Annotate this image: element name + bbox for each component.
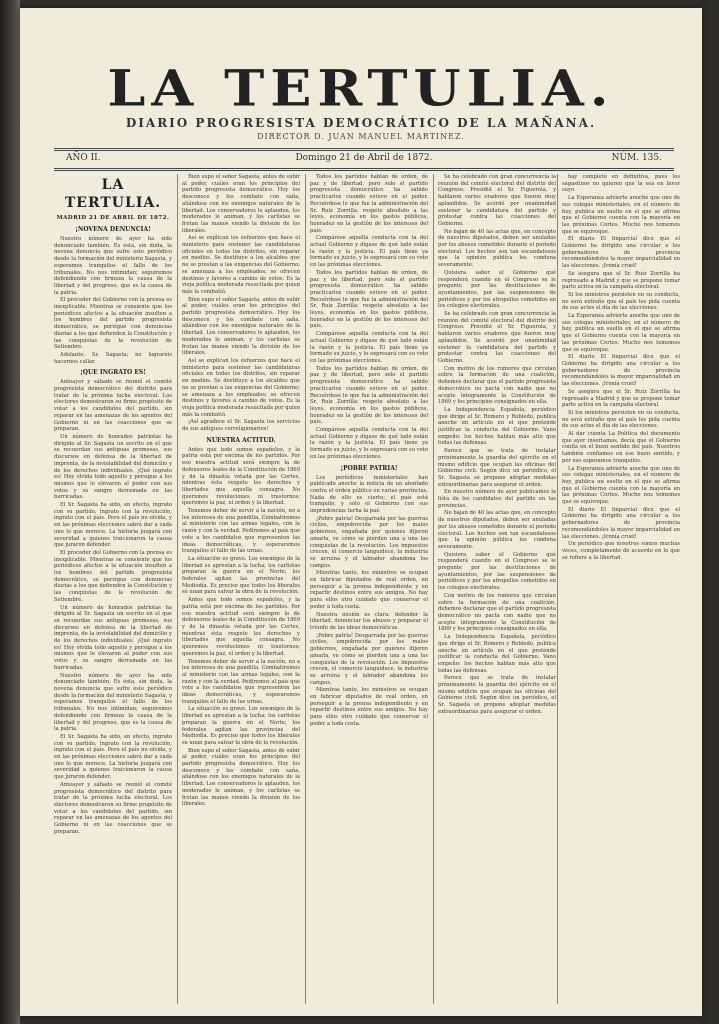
article-paragraph: Parece que se trata de instalar próximamente la guardia del ejército en el mismo edificio que ocupan las oficinas del Gobierno civil. Según dice un periódico, el Sr. Sagasta se propone adoptar medidas extraordinarias para asegurar el orden. [438, 675, 556, 715]
article-paragraph: Nuestro número de ayer ha sido denunciado también. Es ésta, sin duda, la novena denuncia que sufre este periódico desde la formación del ministerio Sagasta, y esperamos tranquilos el fallo de los tribunales. No nos intimidan; seguiremos defendiendo con firmeza la causa de la libertad y del progreso, que es la causa de la patria. [54, 236, 172, 296]
column-divider [305, 174, 306, 1004]
headline-novena-denuncia: ¡NOVENA DENUNCIA! [75, 226, 151, 233]
article-paragraph: Nuestro número de ayer ha sido denunciado también. Es ésta, sin duda, la novena denuncia que sufre este periódico desde la formación del ministerio Sagasta, y esperamos tranquilos el fallo de los tribunales. No nos intimidan; seguiremos defendiendo con firmeza la causa de la libertad y del progreso, que es la causa de la patria. [54, 672, 172, 733]
article-paragraph: Bien supo el señor Sagasta, antes de subir al poder, cuáles eran los principios del partido progresista democrático. Hoy los desconoce y los combate con saña, aliándose con los enemigos naturales de la libertad. Los conservadores le aplauden, los moderados le animan, y los carlistas se frotan las manos viendo la división de los liberales. [182, 174, 300, 234]
article-paragraph: La Independencia Española, periódico que dirige el Sr. Romero y Robledo, publica anoche un artículo en el que pretende justificar la conducta del Gobierno. Vano empeño: los hechos hablan más alto que todas las defensas. [438, 634, 556, 674]
headline-nuestra-actitud: NUESTRA ACTITUD. [206, 436, 276, 444]
article-paragraph: Nuestra misión es clara: defender la libertad, denunciar los abusos y preparar el triunfo de las ideas democráticas. [310, 611, 428, 631]
article-paragraph: Si los ministros persisten en su conducta, no será extraño que el país les pida cuenta de sus actos el día de las elecciones. [562, 409, 680, 430]
article-paragraph: Tenemos deber de servir a la nación, no a los intereses de una pandilla. Combatiremos al ministerio con las armas legales, con la razón y con la verdad. Pediremos al país que vote a los candidatos que representen las ideas democráticas, y esperaremos tranquilos el fallo de las urnas. [182, 508, 300, 555]
issue-date: Domingo 21 de Abril de 1872. [295, 153, 433, 163]
column-divider [557, 174, 558, 1004]
issue-number: NÚM. 135. [611, 153, 662, 163]
article-paragraph: Un número de honrados patriotas ha dirigido al Sr. Sagasta un escrito en el que se recuerdan sus antiguas promesas, sus discursos en defensa de la libertad de imprenta, de la inviolabilidad del domicilio y de los derechos individuales. ¡Qué ingrato es! Hoy olvida todo aquello y persigue a los mismos que le elevaron al poder con sus votos y su sangre derramada en las barricadas. [54, 604, 172, 671]
article-paragraph: Quisiera saber el Gobierno qué responderá cuando en el Congreso se le pregunte por las destituciones de ayuntamientos, por las suspensiones de periódicos y por los atropellos cometidos en los colegios electorales. [438, 269, 556, 310]
article-paragraph: Todos los partidos hablan de orden, de paz y de libertad, pero solo el partido progresista democrático ha sabido practicarlos cuando estuvo en el poder. Recuérdese lo que fue la administración del Sr. Ruiz Zorrilla: respeto absoluto a las leyes, economía en los gastos públicos, honradez en la gestión de los intereses del país. [310, 269, 428, 330]
article-paragraph: Si los ministros persisten en su conducta, no será extraño que el país les pida cuenta de sus actos el día de las elecciones. [562, 291, 680, 312]
article-paragraph: ¡Así agradece el Sr. Sagasta los servicios de sus antiguos correligionarios! [182, 419, 300, 433]
article-paragraph: Anteayer y sábado se reunió el comité progresista democrático del distrito para tratar de la próxima lucha electoral. Los electores demostraron su firme propósito de votar a los candidatos del partido, sin reparar en las amenazas de los agentes del Gobierno ni en las coacciones que se preparan. [54, 379, 172, 433]
article-paragraph: Se asegura que el Sr. Ruiz Zorrilla ha regresado a Madrid y que se propone tomar parte activa en la campaña electoral. [562, 270, 680, 291]
masthead-subtitle: DIARIO PROGRESISTA DEMOCRÁTICO DE LA MAÑANA. [125, 116, 597, 130]
article-paragraph: El proceder del Gobierno con la prensa es inexplicable. Mientras se consiente que los periódicos afectos a la situación insulten a los hombres del partido progresista democrático, se persigue con denuncias diarias a los que defienden la Constitución y las conquistas de la revolución de Setiembre. [54, 549, 172, 603]
article-paragraph: Mientras tanto, los ministros se ocupan en fabricar diputados de real orden, en perseguir a la prensa independiente y en repartir destinos entre sus amigos. No hay para ellos otro cuidado que conservar el poder a toda costa. [310, 687, 428, 727]
director-line: DIRECTOR D. JUAN MANUEL MARTINEZ. [257, 132, 465, 141]
header-rule-top [54, 148, 674, 151]
article-paragraph: Un periódico que nosotros somos muchas veces, completamente de acuerdo en lo que se refiere a la libertad. [562, 541, 680, 561]
year-label: AÑO II. [66, 153, 101, 163]
article-columns [54, 174, 680, 1004]
newspaper-page [20, 8, 702, 1016]
column-divider [177, 174, 178, 1004]
article-paragraph: La Esperanza advierte anoche que uno de sus colegas ministeriales, en el número de hoy, publica un suelto en el que se afirma que el Gobierno cuenta con la mayoría en las próximas Cortes. Mucho nos tememos que se equivoque. [562, 313, 680, 353]
article-paragraph: La Esperanza advierte anoche que uno de sus colegas ministeriales, en el número de hoy, publica un suelto en el que se afirma que el Gobierno cuenta con la mayoría en las próximas Cortes. Mucho nos tememos que se equivoque. [562, 195, 680, 235]
column-2 [182, 174, 300, 1004]
column-5 [562, 174, 680, 1004]
article-paragraph: El diario El Imparcial dice que el Gobierno ha dirigido una circular a los gobernadores de provincia recomendándoles la mayor imparcialidad en las elecciones. ¡Ironía cruel! [562, 354, 680, 388]
column-1 [54, 174, 172, 1004]
article-paragraph: Compárese aquella conducta con la del actual Gobierno y dígase de qué lado están la razón y la justicia. El país tiene ya formado su juicio, y lo expresará con su voto en las próximas elecciones. [310, 427, 428, 460]
article-paragraph: Así se explican los esfuerzos que hace el ministerio para sostener las candidaturas oficiales en todos los distritos, sin reparar en medios. Se destituye a los alcaldes que no se prestan a las exigencias del Gobierno; se amenaza a los empleados; se ofrecen destinos y favores a cambio de votos. Es la vieja política moderada resucitada por quien más la combatió. [182, 357, 300, 418]
article-paragraph: Bien supo el señor Sagasta, antes de subir al poder, cuáles eran los principios del partido progresista democrático. Hoy los desconoce y los combate con saña, aliándose con los enemigos naturales de la libertad. Los conservadores le aplauden, los moderados le animan, y los carlistas se frotan las manos viendo la división de los liberales. [182, 747, 300, 808]
article-paragraph: Anteayer y sábado se reunió el comité progresista democrático del distrito para tratar de la próxima lucha electoral. Los electores demostraron su firme propósito de votar a los candidatos del partido, sin reparar en las amenazas de los agentes del Gobierno ni en las coacciones que se preparan. [54, 781, 172, 835]
article-paragraph: La Independencia Española, periódico que dirige el Sr. Romero y Robledo, publica anoche un artículo en el que pretende justificar la conducta del Gobierno. Vano empeño: los hechos hablan más alto que todas las defensas. [438, 406, 556, 447]
article-paragraph: Bien supo el señor Sagasta, antes de subir al poder, cuáles eran los principios del partido progresista democrático. Hoy los desconoce y los combate con saña, aliándose con los enemigos naturales de la libertad. Los conservadores le aplauden, los moderados le animan, y los carlistas se frotan las manos viendo la división de los liberales. [182, 296, 300, 357]
article-paragraph: Con motivo de los rumores que circulan sobre la formación de una coalición, debemos declarar que el partido progresista democrático no pacta con nadie que no acepte íntegramente la Constitución de 1869 y los principios consignados en ella. [438, 592, 556, 633]
article-paragraph: Los periódicos ministeriales han publicado anoche la noticia de un atentado contra el orden público en varias provincias. Nada de ello es cierto; el país está tranquilo, y solo el Gobierno con sus imprudencias turba la paz. [310, 474, 428, 515]
article-paragraph: El proceder del Gobierno con la prensa es inexplicable. Mientras se consiente que los periódicos afectos a la situación insulten a los hombres del partido progresista democrático, se persigue con denuncias diarias a los que defienden la Constitución y las conquistas de la revolución de Setiembre. [54, 297, 172, 351]
article-paragraph: Al dar cuenta La Política del documento que ayer insertamos, decía que el Gobierno confía en el buen sentido del país. Nosotros también confiamos en ese buen sentido, y por eso esperamos tranquilos. [562, 431, 680, 464]
article-paragraph: No bajan de 40 las actas que, en concepto de nuestros diputados, deben ser anuladas por los abusos cometidos durante el período electoral. Los hechos son tan escandalosos que la opinión pública los condena severamente. [438, 510, 556, 550]
column-4 [438, 174, 556, 1004]
section-title: LA TERTULIA. [64, 177, 162, 211]
article-paragraph: Compárese aquella conducta con la del actual Gobierno y dígase de qué lado están la razón y la justicia. El país tiene ya formado su juicio, y lo expresará con su voto en las próximas elecciones. [310, 235, 428, 269]
article-paragraph: Se ha celebrado con gran concurrencia la reunión del comité electoral del distrito del Congreso. Presidió el Sr. Figuerola, y hablaron varios oradores que fueron muy aplaudidos. Se acordó por unanimidad sostener la candidatura del partido y protestar contra las coacciones del Gobierno. [438, 174, 556, 227]
article-paragraph: El Sr. Sagasta ha sido, en efecto, ingrato con su partido, ingrato con la revolución, ingrato con el país. Pero el país no olvida, y en las próximas elecciones sabrá dar a cada uno lo que merece. La historia juzgará con severidad a quienes traicionaron la causa que juraron defender. [54, 502, 172, 549]
article-paragraph: ¡Pobre patria! Desgarrada por las guerras civiles, empobrecida por los malos gobiernos, engañada por quienes dijeron amarla, ve cómo se pierden una a una las conquistas de la revolución. Los impuestos crecen, el comercio languidece, la industria se arruina y el labrador abandona los campos. [310, 515, 428, 569]
article-paragraph: La Esperanza advierte anoche que uno de sus colegas ministeriales, en el número de hoy, publica un suelto en el que se afirma que el Gobierno cuenta con la mayoría en las próximas Cortes. Mucho nos tememos que se equivoque. [562, 465, 680, 506]
article-paragraph: En nuestro número de ayer publicamos la lista de los candidatos del partido en las provincias. [438, 489, 556, 509]
section-dateline: MADRID 21 DE ABRIL DE 1872. [56, 215, 170, 221]
masthead-title: LA TERTULIA. [107, 58, 615, 118]
article-paragraph: Todos los partidos hablan de orden, de paz y de libertad, pero solo el partido progresista democrático ha sabido practicarlos cuando estuvo en el poder. Recuérdese lo que fue la administración del Sr. Ruiz Zorrilla: respeto absoluto a las leyes, economía en los gastos públicos, honradez en la gestión de los intereses del país. [310, 365, 428, 426]
article-paragraph: Se asegura que el Sr. Ruiz Zorrilla ha regresado a Madrid y que se propone tomar parte activa en la campaña electoral. [562, 388, 680, 409]
article-paragraph: Adelante, Sr. Sagasta; no lograréis hacernos callar. [54, 351, 172, 365]
article-paragraph: El diario El Imparcial dice que el Gobierno ha dirigido una circular a los gobernadores de provincia recomendándoles la mayor imparcialidad en las elecciones. ¡Ironía cruel! [562, 506, 680, 540]
article-paragraph: Mientras tanto, los ministros se ocupan en fabricar diputados de real orden, en perseguir a la prensa independiente y en repartir destinos entre sus amigos. No hay para ellos otro cuidado que conservar el poder a toda costa. [310, 570, 428, 610]
column-divider [433, 174, 434, 1004]
headline-que-ingrato: ¡QUE INGRATO ES! [80, 369, 146, 377]
article-paragraph: El Sr. Sagasta ha sido, en efecto, ingrato con su partido, ingrato con la revolución, ingrato con el país. Pero el país no olvida, y en las próximas elecciones sabrá dar a cada uno lo que merece. La historia juzgará con severidad a quienes traicionaron la causa que juraron defender. [54, 733, 172, 781]
article-paragraph: Un número de honrados patriotas ha dirigido al Sr. Sagasta un escrito en el que se recuerdan sus antiguas promesas, sus discursos en defensa de la libertad de imprenta, de la inviolabilidad del domicilio y de los derechos individuales. ¡Qué ingrato es! Hoy olvida todo aquello y persigue a los mismos que le elevaron al poder con sus votos y su sangre derramada en las barricadas. [54, 433, 172, 501]
article-paragraph: La situación es grave. Los enemigos de la libertad se aprestan a la lucha; los carlistas preparan la guerra en el Norte; los federales agitan las provincias del Mediodía. Es preciso que todos los liberales se unan para salvar la obra de la revolución. [182, 706, 300, 746]
article-paragraph: Quisiera saber el Gobierno qué responderá cuando en el Congreso se le pregunte por las destituciones de ayuntamientos, por las suspensiones de periódicos y por los atropellos cometidos en los colegios electorales. [438, 551, 556, 592]
article-paragraph: La situación es grave. Los enemigos de la libertad se aprestan a la lucha; los carlistas preparan la guerra en el Norte; los federales agitan las provincias del Mediodía. Es preciso que todos los liberales se unan para salvar la obra de la revolución. [182, 555, 300, 596]
headline-pobre-patria: ¡POBRE PATRIA! [340, 464, 398, 472]
article-paragraph: Así se explican los esfuerzos que hace el ministerio para sostener las candidaturas oficiales en todos los distritos, sin reparar en medios. Se destituye a los alcaldes que no se prestan a las exigencias del Gobierno; se amenaza a los empleados; se ofrecen destinos y favores a cambio de votos. Es la vieja política moderada resucitada por quien más la combatió. [182, 235, 300, 295]
book-spine [0, 0, 20, 1024]
article-paragraph: Con motivo de los rumores que circulan sobre la formación de una coalición, debemos declarar que el partido progresista democrático no pacta con nadie que no acepte íntegramente la Constitución de 1869 y los principios consignados en ella. [438, 365, 556, 406]
article-paragraph: Antes que todo somos españoles, y la patria está por encima de los partidos. Por eso nuestra actitud será siempre la de defensores leales de la Constitución de 1869 y de la dinastía votada por las Cortes, mientras ésta respete los derechos y libertades que aquella consagra. No queremos revoluciones ni trastornos; queremos la paz, el orden y la libertad. [182, 597, 300, 657]
dateline [66, 153, 662, 167]
article-paragraph: hay completo en definitiva, pues los sagastinos no quieren que la sea en favor suyo. [562, 174, 680, 194]
article-paragraph: El diario El Imparcial dice que el Gobierno ha dirigido una circular a los gobernadores de provincia recomendándoles la mayor imparcialidad en las elecciones. ¡Ironía cruel! [562, 236, 680, 270]
article-paragraph: Antes que todo somos españoles, y la patria está por encima de los partidos. Por eso nuestra actitud será siempre la de defensores leales de la Constitución de 1869 y de la dinastía votada por las Cortes, mientras ésta respete los derechos y libertades que aquella consagra. No queremos revoluciones ni trastornos; queremos la paz, el orden y la libertad. [182, 446, 300, 507]
article-paragraph: Tenemos deber de servir a la nación, no a los intereses de una pandilla. Combatiremos al ministerio con las armas legales, con la razón y con la verdad. Pediremos al país que vote a los candidatos que representen las ideas democráticas, y esperaremos tranquilos el fallo de las urnas. [182, 658, 300, 705]
article-paragraph: Compárese aquella conducta con la del actual Gobierno y dígase de qué lado están la razón y la justicia. El país tiene ya formado su juicio, y lo expresará con su voto en las próximas elecciones. [310, 331, 428, 364]
header-rule-bottom [54, 168, 674, 171]
article-paragraph: Parece que se trata de instalar próximamente la guardia del ejército en el mismo edificio que ocupan las oficinas del Gobierno civil. Según dice un periódico, el Sr. Sagasta se propone adoptar medidas extraordinarias para asegurar el orden. [438, 448, 556, 488]
article-paragraph: ¡Pobre patria! Desgarrada por las guerras civiles, empobrecida por los malos gobiernos, engañada por quienes dijeron amarla, ve cómo se pierden una a una las conquistas de la revolución. Los impuestos crecen, el comercio languidece, la industria se arruina y el labrador abandona los campos. [310, 632, 428, 686]
article-paragraph: Todos los partidos hablan de orden, de paz y de libertad, pero solo el partido progresista democrático ha sabido practicarlos cuando estuvo en el poder. Recuérdese lo que fue la administración del Sr. Ruiz Zorrilla: respeto absoluto a las leyes, economía en los gastos públicos, honradez en la gestión de los intereses del país. [310, 174, 428, 234]
column-3 [310, 174, 428, 1004]
article-paragraph: Se ha celebrado con gran concurrencia la reunión del comité electoral del distrito del Congreso. Presidió el Sr. Figuerola, y hablaron varios oradores que fueron muy aplaudidos. Se acordó por unanimidad sostener la candidatura del partido y protestar contra las coacciones del Gobierno. [438, 311, 556, 364]
article-paragraph: No bajan de 40 las actas que, en concepto de nuestros diputados, deben ser anuladas por los abusos cometidos durante el período electoral. Los hechos son tan escandalosos que la opinión pública los condena severamente. [438, 228, 556, 269]
